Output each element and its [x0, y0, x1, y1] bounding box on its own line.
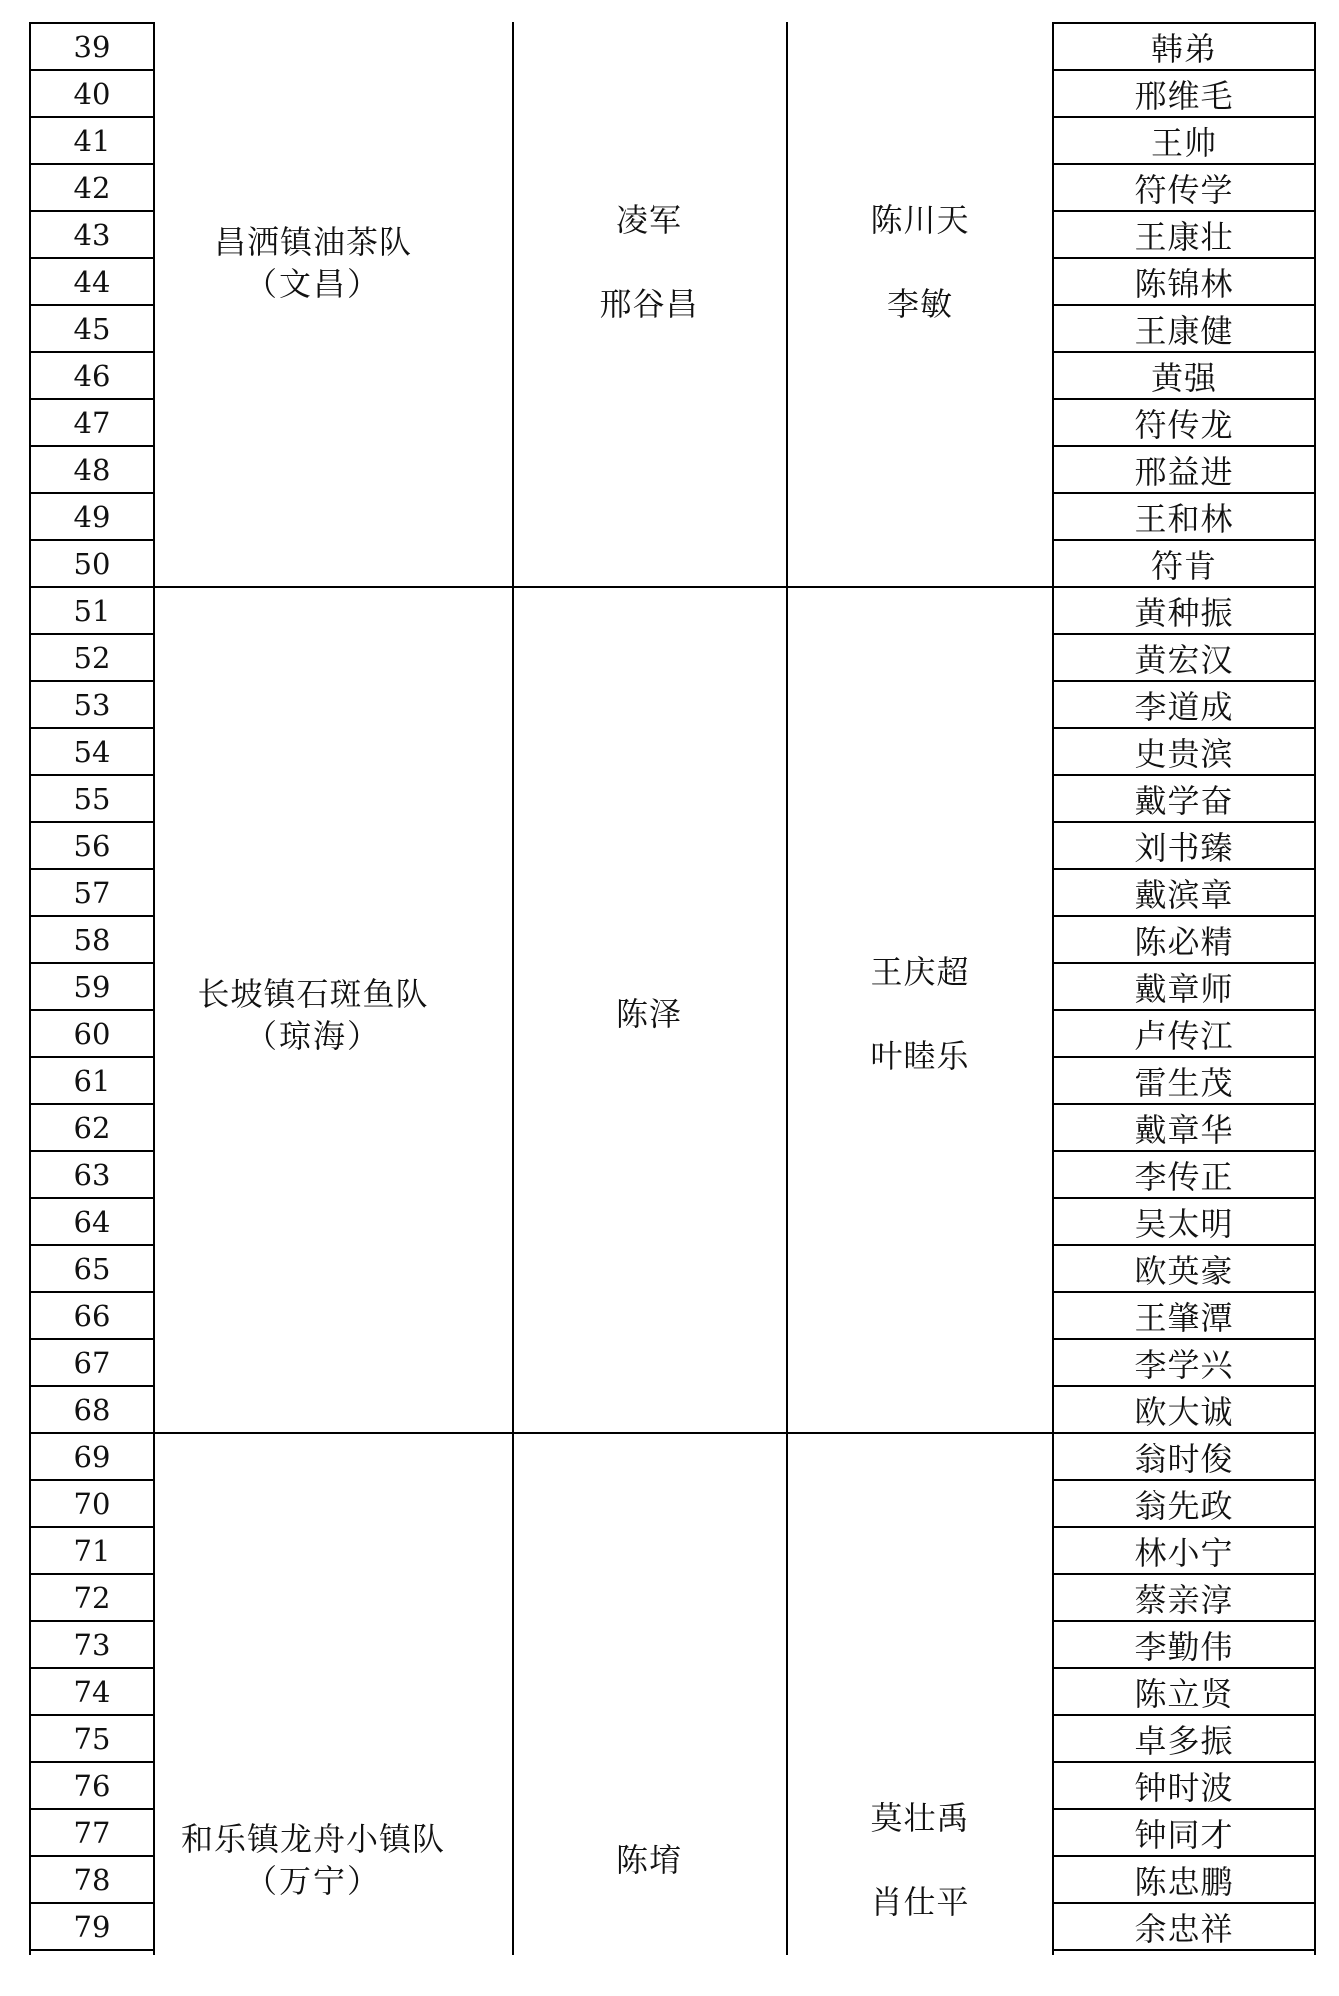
row-number: 73	[73, 1627, 111, 1662]
row-number: 79	[73, 1909, 111, 1944]
row-number: 61	[73, 1063, 111, 1098]
row-number: 74	[73, 1674, 111, 1709]
player-name: 翁时俊	[1134, 1439, 1234, 1478]
team-coach: 陈川天	[870, 201, 970, 239]
team-name	[153, 1815, 473, 1859]
row-number: 72	[73, 1580, 111, 1615]
player-name: 戴章师	[1134, 969, 1234, 1008]
row-number: 45	[73, 311, 111, 346]
row-number: 53	[73, 687, 111, 722]
player-name: 邢维毛	[1134, 76, 1234, 115]
player-name: 欧大诚	[1134, 1392, 1234, 1431]
player-name: 吴太明	[1134, 1204, 1234, 1243]
team-leader: 陈泽	[615, 995, 682, 1033]
row-number: 62	[73, 1110, 111, 1145]
team-coach: 李敏	[886, 285, 953, 323]
team-region-text: （文昌）	[244, 265, 381, 303]
player-name: 戴滨章	[1134, 875, 1234, 914]
player-name: 蔡亲淳	[1134, 1580, 1234, 1619]
row-number: 78	[73, 1862, 111, 1897]
player-name: 符传学	[1134, 170, 1234, 209]
team-region	[153, 1857, 473, 1901]
row-number: 58	[73, 922, 111, 957]
row-number: 54	[73, 734, 111, 769]
team-leader: 陈堉	[615, 1841, 682, 1879]
player-name: 王帅	[1150, 123, 1217, 162]
player-name: 王和林	[1134, 499, 1234, 538]
row-number: 51	[73, 593, 111, 628]
team-coach: 叶睦乐	[870, 1037, 970, 1075]
row-number: 48	[73, 452, 111, 487]
row-number: 69	[73, 1439, 111, 1474]
row-number: 68	[73, 1392, 111, 1427]
row-number: 52	[73, 640, 111, 675]
leader-column-left-border	[512, 22, 514, 1955]
team-coach: 肖仕平	[870, 1883, 970, 1921]
player-name: 戴章华	[1134, 1110, 1234, 1149]
player-name: 刘书臻	[1134, 828, 1234, 867]
team-region	[153, 1012, 473, 1056]
player-name: 陈立贤	[1134, 1674, 1234, 1713]
row-number: 50	[73, 546, 111, 581]
number-column-right-border	[153, 22, 155, 1955]
row-number: 46	[73, 358, 111, 393]
row-number: 75	[73, 1721, 111, 1756]
row-number: 41	[73, 123, 111, 158]
player-name: 陈锦林	[1134, 264, 1234, 303]
team-name	[153, 218, 473, 262]
team-leader: 凌军	[615, 201, 682, 239]
player-name: 黄宏汉	[1134, 640, 1234, 679]
row-number: 66	[73, 1298, 111, 1333]
row-number: 40	[73, 76, 111, 111]
player-name: 史贵滨	[1134, 734, 1234, 773]
row-number: 59	[73, 969, 111, 1004]
team-name	[153, 970, 473, 1014]
player-name: 陈忠鹏	[1134, 1862, 1234, 1901]
player-name: 陈必精	[1134, 922, 1234, 961]
row-number: 65	[73, 1251, 111, 1286]
row-number: 55	[73, 781, 111, 816]
player-name: 黄种振	[1134, 593, 1234, 632]
player-name: 王肇潭	[1134, 1298, 1234, 1337]
player-name: 符肯	[1150, 546, 1217, 585]
player-name: 王康健	[1134, 311, 1234, 350]
row-number: 70	[73, 1486, 111, 1521]
row-number: 64	[73, 1204, 111, 1239]
row-number: 44	[73, 264, 111, 299]
player-name: 雷生茂	[1134, 1063, 1234, 1102]
player-name: 余忠祥	[1134, 1909, 1234, 1948]
team-coach: 王庆超	[870, 953, 970, 991]
team-region-text: （琼海）	[244, 1017, 381, 1055]
player-name: 黄强	[1150, 358, 1217, 397]
row-number: 43	[73, 217, 111, 252]
player-name: 戴学奋	[1134, 781, 1234, 820]
row-number: 77	[73, 1815, 111, 1850]
player-name: 王康壮	[1134, 217, 1234, 256]
team-name-text: 昌洒镇油茶队	[213, 223, 412, 261]
team-name-text: 长坡镇石斑鱼队	[197, 975, 429, 1013]
team-region-text: （万宁）	[244, 1862, 381, 1900]
number-row-line	[29, 1949, 155, 1951]
team-name-text: 和乐镇龙舟小镇队	[180, 1820, 445, 1858]
player-name: 符传龙	[1134, 405, 1234, 444]
player-name: 欧英豪	[1134, 1251, 1234, 1290]
player-name: 李道成	[1134, 687, 1234, 726]
player-name: 李传正	[1134, 1157, 1234, 1196]
row-number: 49	[73, 499, 111, 534]
coach-column-left-border	[786, 22, 788, 1955]
row-number: 67	[73, 1345, 111, 1380]
player-name: 钟时波	[1134, 1768, 1234, 1807]
player-name: 卢传江	[1134, 1016, 1234, 1055]
team-leader: 邢谷昌	[599, 285, 699, 323]
row-number: 76	[73, 1768, 111, 1803]
player-name: 邢益进	[1134, 452, 1234, 491]
player-name: 钟同才	[1134, 1815, 1234, 1854]
row-number: 71	[73, 1533, 111, 1568]
player-name: 李勤伟	[1134, 1627, 1234, 1666]
player-name: 林小宁	[1134, 1533, 1234, 1572]
row-number: 63	[73, 1157, 111, 1192]
row-number: 39	[73, 29, 111, 64]
row-number: 60	[73, 1016, 111, 1051]
player-name: 李学兴	[1134, 1345, 1234, 1384]
row-number: 57	[73, 875, 111, 910]
row-number: 42	[73, 170, 111, 205]
player-column-right-border	[1314, 22, 1316, 1955]
team-coach: 莫壮禹	[870, 1799, 970, 1837]
team-region	[153, 260, 473, 304]
player-name: 韩弟	[1150, 29, 1217, 68]
row-number: 56	[73, 828, 111, 863]
player-name: 卓多振	[1134, 1721, 1234, 1760]
player-name: 翁先政	[1134, 1486, 1234, 1525]
row-number: 47	[73, 405, 111, 440]
